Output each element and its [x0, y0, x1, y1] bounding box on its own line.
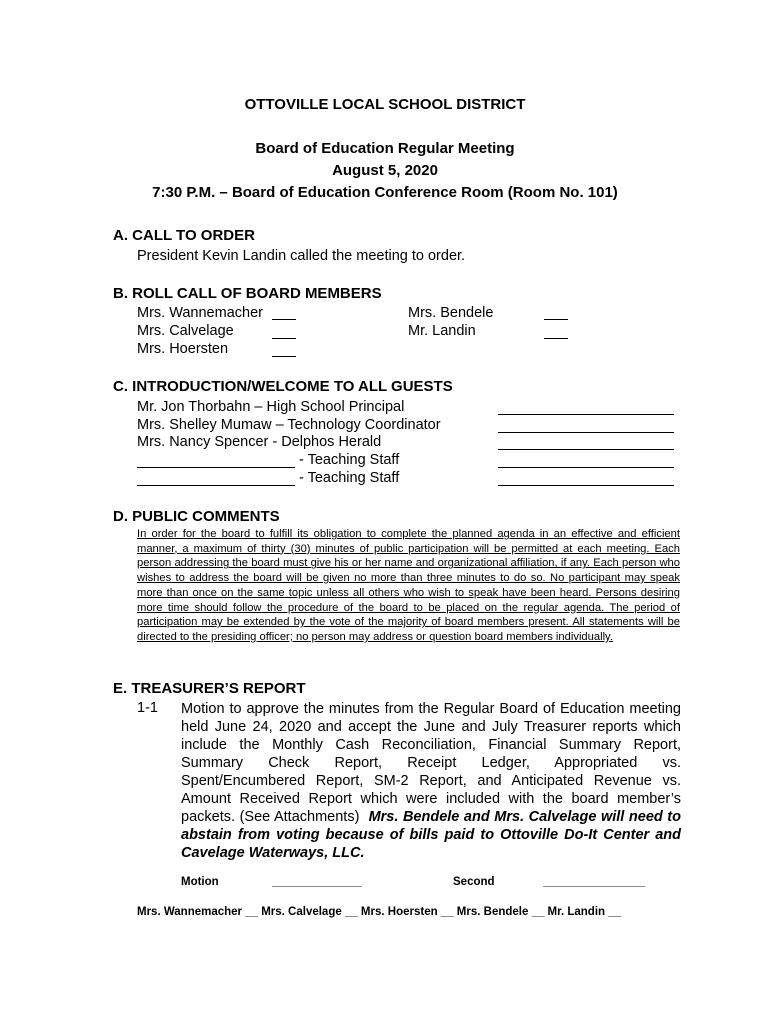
member-name: Mrs. Hoersten — [137, 341, 229, 357]
guest-blank — [498, 413, 674, 415]
guest-name: Mr. Jon Thorbahn – High School Principal — [137, 399, 405, 415]
section-a-title: A. CALL TO ORDER — [113, 227, 255, 244]
roll-blank — [272, 318, 296, 320]
section-c-title: C. INTRODUCTION/WELCOME TO ALL GUESTS — [113, 378, 453, 395]
staff-label: - Teaching Staff — [299, 452, 400, 468]
roll-blank — [272, 337, 296, 339]
treasurer-motion-text — [181, 700, 681, 862]
staff-name-blank — [137, 484, 295, 486]
member-name: Mrs. Calvelage — [137, 323, 234, 339]
section-d-title: D. PUBLIC COMMENTS — [113, 508, 280, 525]
second-blank: ________________ — [543, 876, 646, 888]
roll-blank — [544, 337, 568, 339]
motion-body: Motion to approve the minutes from the Regular Board of Education meeting held June 24, 2020 and accept the June and July Treasurer reports which include the Monthly Cash Reconciliation, Financial Summary Report, Summary Check Report, Receipt Ledger, Appropriated vs. Spent/Encumbered Report, SM-2 Report, and Anticipated Revenue vs. Amount Received Report which were included with the board member’s packets. (See Attachments) — [181, 701, 681, 825]
roll-blank — [272, 355, 296, 357]
member-name: Mrs. Wannemacher — [137, 305, 263, 321]
vote-line: Mrs. Wannemacher __ Mrs. Calvelage __ Mrs. Hoersten __ Mrs. Bendele __ Mr. Landin __ — [137, 906, 622, 918]
guest-blank — [498, 431, 674, 433]
call-to-order-text: President Kevin Landin called the meeting to order. — [137, 248, 466, 264]
motion-blank: ______________ — [272, 876, 362, 888]
public-comments-text: In order for the board to fulfill its obligation to complete the planned agenda in an effective and efficient manner, a maximum of thirty (30) minutes of public participation will be permitted at each meeting. Each person addressing the board must give his or her name and organizational affiliation, if any. Each person who wishes to address the board will be given no more than three minutes to do so. No participant may speak more than once on the same topic unless all others who wish to speak have been heard. Persons desiring more time should follow the procedure of the board to be placed on the regular agenda. The period of participation may be extended by the vote of the majority of board members present. All statements will be directed to the presiding officer; no person may address or question board members individually. — [137, 528, 680, 643]
section-e-title: E. TREASURER’S REPORT — [113, 680, 306, 697]
item-number: 1-1 — [137, 700, 158, 716]
guest-name: Mrs. Nancy Spencer - Delphos Herald — [137, 434, 382, 450]
member-name: Mr. Landin — [408, 323, 476, 339]
guest-blank — [498, 466, 674, 468]
member-name: Mrs. Bendele — [408, 305, 494, 321]
roll-blank — [544, 318, 568, 320]
guest-name: Mrs. Shelley Mumaw – Technology Coordinator — [137, 417, 441, 433]
staff-label: - Teaching Staff — [299, 470, 400, 486]
meeting-time-place: 7:30 P.M. – Board of Education Conference Room (Room No. 101) — [152, 184, 618, 201]
meeting-title: Board of Education Regular Meeting — [255, 140, 515, 157]
guest-blank — [498, 448, 674, 450]
second-label: Second — [453, 876, 495, 888]
section-b-title: B. ROLL CALL OF BOARD MEMBERS — [113, 285, 382, 302]
abstain-note: Mrs. Bendele and Mrs. Calvelage will need to abstain from voting because of bills paid to Ottoville Do-It Center and Cavelage Waterways, LLC. — [181, 809, 681, 861]
staff-name-blank — [137, 466, 295, 468]
meeting-date: August 5, 2020 — [332, 162, 438, 179]
district-title: OTTOVILLE LOCAL SCHOOL DISTRICT — [244, 96, 526, 113]
guest-blank — [498, 484, 674, 486]
motion-label: Motion — [181, 876, 219, 888]
